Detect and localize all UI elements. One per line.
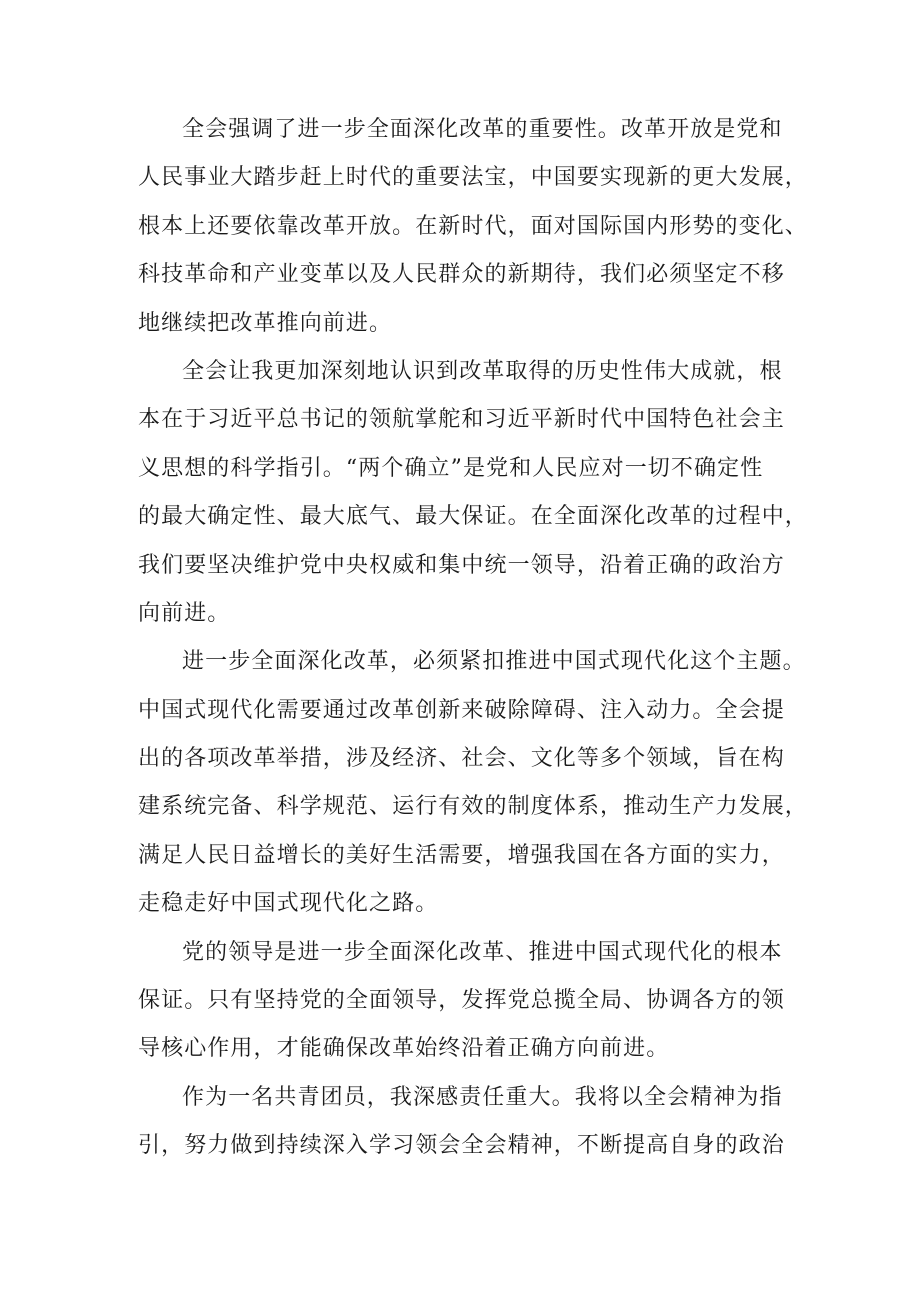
paragraph-first-line: 党的领导是进一步全面深化改革、推进中国式现代化的根本 — [182, 939, 783, 965]
paragraph-line: 根本上还要依靠改革开放。在新时代，面对国际国内形势的变化、 — [138, 213, 808, 239]
paragraph-line: 本在于习近平总书记的领航掌舵和习近平新时代中国特色社会主 — [138, 407, 785, 433]
paragraph-line: 科技革命和产业变革以及人民群众的新期待，我们必须坚定不移 — [138, 262, 785, 288]
paragraph-line: 建系统完备、科学规范、运行有效的制度体系，推动生产力发展， — [138, 794, 808, 820]
paragraph-line: 出的各项改革举措，涉及经济、社会、文化等多个领域，旨在构 — [138, 746, 785, 772]
paragraph-line: 引，努力做到持续深入学习领会全会精神，不断提高自身的政治 — [138, 1133, 785, 1159]
paragraph-line: 人民事业大踏步赶上时代的重要法宝，中国要实现新的更大发展， — [138, 165, 808, 191]
paragraph-line: 我们要坚决维护党中央权威和集中统一领导，沿着正确的政治方 — [138, 552, 785, 578]
document-body — [138, 106, 808, 1171]
paragraph-line: 满足人民日益增长的美好生活需要，增强我国在各方面的实力， — [138, 842, 785, 868]
paragraph-line: 走稳走好中国式现代化之路。 — [138, 891, 439, 917]
paragraph-first-line: 作为一名共青团员，我深感责任重大。我将以全会精神为指 — [182, 1084, 783, 1110]
paragraph-line: 地继续把改革推向前进。 — [138, 310, 393, 336]
paragraph-line: 保证。只有坚持党的全面领导，发挥党总揽全局、协调各方的领 — [138, 988, 785, 1014]
paragraph-line: 向前进。 — [138, 600, 231, 626]
paragraph-first-line: 全会强调了进一步全面深化改革的重要性。改革开放是党和 — [182, 117, 783, 142]
paragraph-line: 的最大确定性、最大底气、最大保证。在全面深化改革的过程中， — [138, 504, 808, 530]
paragraph-first-line: 全会让我更加深刻地认识到改革取得的历史性伟大成就，根 — [182, 358, 783, 384]
paragraph-first-line: 进一步全面深化改革，必须紧扣推进中国式现代化这个主题。 — [182, 649, 806, 675]
paragraph-line: 中国式现代化需要通过改革创新来破除障碍、注入动力。全会提 — [138, 697, 785, 723]
paragraph-line: 导核心作用，才能确保改革始终沿着正确方向前进。 — [138, 1036, 670, 1062]
paragraph-line: 义思想的科学指引。“两个确立”是党和人民应对一切不确定性 — [138, 455, 764, 481]
